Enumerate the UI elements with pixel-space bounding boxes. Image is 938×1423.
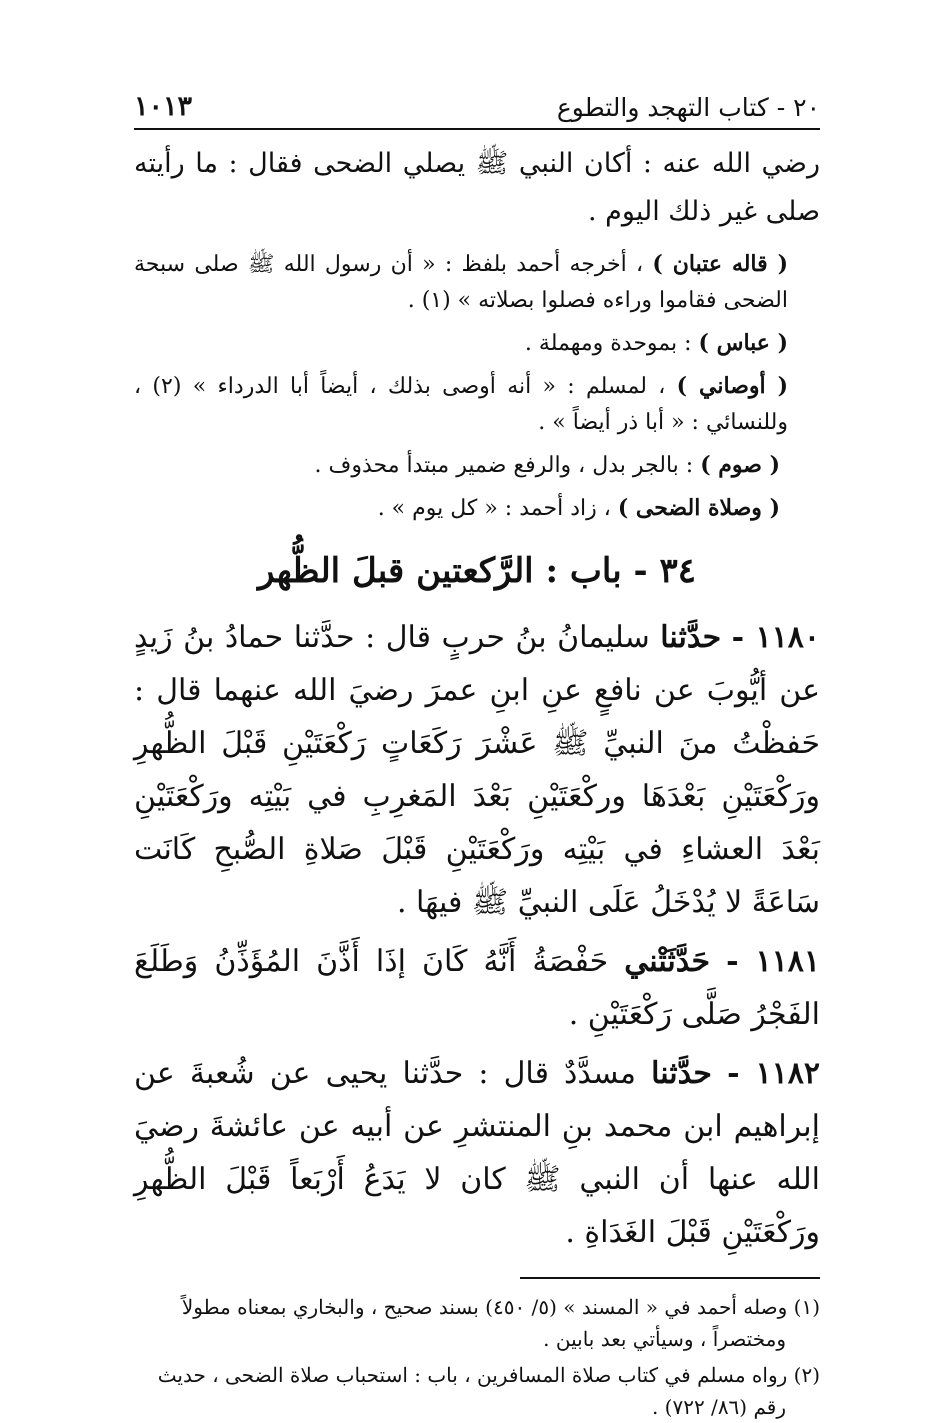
note-text: ، أخرجه أحمد بلفظ : « أن رسول الله ﷺ صلى سبحة الضحى فقاموا وراءه فصلوا بصلاته » (١) . (134, 252, 788, 313)
page-number: ١٠١٣ (134, 91, 193, 122)
hadith-text: سليمانُ بنُ حربٍ قال : حدَّثنا حمادُ بنُ زَيدٍ عن أيُّوبَ عن نافعٍ عنِ ابنِ عمرَ رضيَ الله عنهما قال : حَفظْتُ منَ النبيِّ ﷺ عَشْرَ رَكَعَاتٍ رَكْعَتَيْنِ قَبْلَ الظُّهرِ ورَكْعَتَيْنِ بَعْدَهَا وركْعَتَيْنِ بَعْدَ المَغرِبِ في بَيْتِه ورَكْعَتَيْنِ بَعْدَ العشاءِ في بَيْتِه ورَكْعَتَيْنِ قَبْلَ صَلاةِ الصُّبحِ كَانَت سَاعَةً لا يُدْخَلُ عَلَى النبيِّ ﷺ فيهَا . (134, 620, 820, 920)
hadith-text: مسدَّدٌ قال : حدَّثنا يحيى عن شُعبةَ عن إبراهيم ابن محمد بنِ المنتشرِ عن أبيه عن عائشةَ رضيَ الله عنها أن النبي ﷺ كان لا يَدَعُ أَرْبَعاً قَبْلَ الظُّهرِ ورَكْعَتَيْنِ قَبْلَ الغَدَاةِ . (134, 1056, 820, 1250)
running-head (134, 78, 820, 122)
note-item (134, 490, 820, 527)
hadith-item (134, 611, 820, 929)
note-lead: ( أوصاني ) (676, 373, 788, 399)
footnote-rule (520, 1277, 820, 1279)
hadith-keyword: حدَّثنا (660, 620, 722, 655)
footnote-continuation: رقم (٨٦/ ٧٢٢) . (651, 1395, 786, 1419)
header-rule (134, 128, 820, 130)
footnote-text: (٢) رواه مسلم في كتاب صلاة المسافرين ، باب : استحباب صلاة الضحى ، حديث (157, 1363, 820, 1387)
hadith-number: ١١٨٢ - (727, 1056, 820, 1091)
hadith-number: ١١٨١ - (726, 944, 820, 979)
hadith-item (134, 935, 820, 1041)
note-item (134, 368, 820, 441)
footnote-item (134, 1359, 820, 1423)
commentary-notes (134, 246, 820, 527)
note-lead: ( صوم ) (700, 452, 780, 478)
note-lead: ( قاله عتبان ) (652, 251, 789, 277)
note-lead: ( عباس ) (698, 330, 788, 356)
chapter-title: ٣٤ - باب : الرَّكعتين قبلَ الظُّهر (258, 551, 696, 591)
hadith-list (134, 611, 820, 1259)
footnotes (134, 1291, 820, 1423)
running-title: ٢٠ - كتاب التهجد والتطوع (556, 93, 820, 122)
hadith-item (134, 1047, 820, 1259)
note-text: : بموحدة ومهملة . (524, 331, 699, 356)
note-text: ، زاد أحمد : « كل يوم » . (377, 496, 618, 521)
footnote-item (134, 1291, 820, 1355)
intro-text: رضي الله عنه : أكان النبي ﷺ يصلي الضحى فقال : ما رأيته صلى غير ذلك اليوم . (134, 148, 820, 227)
hadith-number: ١١٨٠ - (731, 620, 820, 655)
footnote-continuation: ومختصراً ، وسيأتي بعد بابين . (543, 1327, 786, 1351)
hadith-keyword: حَدَّثَتْني (624, 944, 711, 979)
note-item (134, 246, 820, 319)
note-item (134, 325, 820, 362)
note-lead: ( وصلاة الضحى ) (617, 495, 780, 521)
note-item (134, 447, 820, 484)
hadith-text: حَفْصَةُ أَنَّهُ كَانَ إذَا أَذَّنَ المُؤَذِّنُ وَطَلَعَ الفَجْرُ صَلَّى رَكْعَتَيْنِ . (134, 944, 820, 1032)
note-text: : بالجر بدل ، والرفع ضمير مبتدأ محذوف . (314, 453, 701, 478)
hadith-keyword: حدَّثنا (651, 1056, 712, 1091)
note-text: ، لمسلم : « أنه أوصى بذلك ، أيضاً أبا الدرداء » (٢) ، وللنسائي : « أبا ذر أيضاً » . (134, 374, 788, 435)
footnote-text: (١) وصله أحمد في « المسند » (٥/ ٤٥٠) بسند صحيح ، والبخاري بمعناه مطولاً (181, 1295, 820, 1319)
